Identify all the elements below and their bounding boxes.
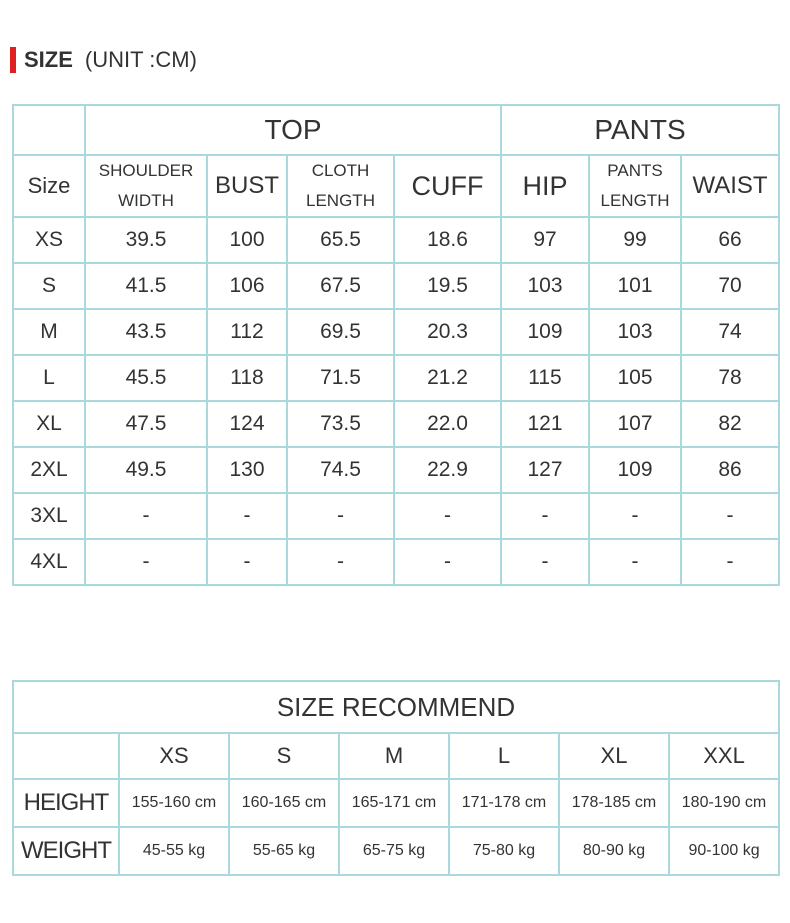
header-pants-line2: LENGTH xyxy=(600,191,670,210)
weight-value: 75-80 kg xyxy=(449,827,559,875)
table-cell: 118 xyxy=(207,355,287,401)
table-cell: 39.5 xyxy=(85,217,207,263)
header-size: Size xyxy=(13,155,85,217)
column-header-row xyxy=(13,155,779,217)
recommend-size-s: S xyxy=(229,733,339,779)
recommend-size-m: M xyxy=(339,733,449,779)
table-cell: 22.9 xyxy=(394,447,501,493)
table-row xyxy=(13,217,779,263)
table-cell: 100 xyxy=(207,217,287,263)
weight-value: 80-90 kg xyxy=(559,827,669,875)
recommend-title-row xyxy=(13,681,779,733)
table-cell: 21.2 xyxy=(394,355,501,401)
table-cell: - xyxy=(85,493,207,539)
title-accent-bar xyxy=(10,47,16,73)
height-value: 180-190 cm xyxy=(669,779,779,827)
table-cell: 107 xyxy=(589,401,681,447)
table-cell: 86 xyxy=(681,447,779,493)
table-cell: 103 xyxy=(501,263,589,309)
table-cell: 121 xyxy=(501,401,589,447)
table-cell: 99 xyxy=(589,217,681,263)
weight-value: 65-75 kg xyxy=(339,827,449,875)
table-cell: 18.6 xyxy=(394,217,501,263)
header-waist: WAIST xyxy=(681,155,779,217)
recommend-size-xl: XL xyxy=(559,733,669,779)
title-main: SIZE xyxy=(24,47,73,72)
row-size-label: XS xyxy=(13,217,85,263)
table-cell: 70 xyxy=(681,263,779,309)
section-title xyxy=(10,46,197,74)
header-pants-length xyxy=(589,155,681,217)
table-cell: 43.5 xyxy=(85,309,207,355)
table-cell: 74 xyxy=(681,309,779,355)
table-cell: - xyxy=(681,539,779,585)
group-pants: PANTS xyxy=(501,105,779,155)
table-cell: 73.5 xyxy=(287,401,394,447)
table-cell: 112 xyxy=(207,309,287,355)
table-cell: - xyxy=(501,493,589,539)
table-cell: 69.5 xyxy=(287,309,394,355)
table-cell: 105 xyxy=(589,355,681,401)
corner-cell xyxy=(13,105,85,155)
table-row xyxy=(13,355,779,401)
height-value: 160-165 cm xyxy=(229,779,339,827)
group-top: TOP xyxy=(85,105,501,155)
size-recommend-table xyxy=(12,680,780,876)
title-unit: (UNIT :CM) xyxy=(84,47,197,72)
row-size-label: 4XL xyxy=(13,539,85,585)
header-hip: HIP xyxy=(501,155,589,217)
weight-value: 45-55 kg xyxy=(119,827,229,875)
header-pants-line1: PANTS xyxy=(607,161,663,180)
header-bust: BUST xyxy=(207,155,287,217)
recommend-size-xs: XS xyxy=(119,733,229,779)
header-shoulder-width xyxy=(85,155,207,217)
table-cell: 109 xyxy=(589,447,681,493)
header-cuff: CUFF xyxy=(394,155,501,217)
table-cell: 74.5 xyxy=(287,447,394,493)
size-chart-table xyxy=(12,104,780,586)
header-cloth-line2: LENGTH xyxy=(306,191,375,210)
table-cell: 22.0 xyxy=(394,401,501,447)
weight-value: 55-65 kg xyxy=(229,827,339,875)
row-size-label: XL xyxy=(13,401,85,447)
table-cell: - xyxy=(589,493,681,539)
size-rows xyxy=(13,217,779,585)
table-cell: - xyxy=(501,539,589,585)
table-cell: 78 xyxy=(681,355,779,401)
recommend-height-row xyxy=(13,779,779,827)
table-cell: - xyxy=(681,493,779,539)
table-cell: 82 xyxy=(681,401,779,447)
recommend-size-header-row xyxy=(13,733,779,779)
header-shoulder-line2: WIDTH xyxy=(118,191,174,210)
recommend-weight-row xyxy=(13,827,779,875)
height-value: 165-171 cm xyxy=(339,779,449,827)
table-cell: 71.5 xyxy=(287,355,394,401)
table-cell: 97 xyxy=(501,217,589,263)
table-cell: - xyxy=(394,539,501,585)
table-cell: 65.5 xyxy=(287,217,394,263)
header-cloth-length xyxy=(287,155,394,217)
table-cell: 109 xyxy=(501,309,589,355)
row-size-label: 2XL xyxy=(13,447,85,493)
header-shoulder-line1: SHOULDER xyxy=(98,161,194,180)
table-cell: 49.5 xyxy=(85,447,207,493)
table-cell: 130 xyxy=(207,447,287,493)
weight-label: WEIGHT xyxy=(13,827,119,875)
table-cell: 41.5 xyxy=(85,263,207,309)
row-size-label: 3XL xyxy=(13,493,85,539)
height-value: 155-160 cm xyxy=(119,779,229,827)
table-cell: 67.5 xyxy=(287,263,394,309)
table-cell: 19.5 xyxy=(394,263,501,309)
table-cell: - xyxy=(207,493,287,539)
table-row xyxy=(13,401,779,447)
table-cell: - xyxy=(287,493,394,539)
height-value: 171-178 cm xyxy=(449,779,559,827)
recommend-size-xxl: XXL xyxy=(669,733,779,779)
recommend-size-l: L xyxy=(449,733,559,779)
table-row xyxy=(13,539,779,585)
table-cell: - xyxy=(589,539,681,585)
recommend-title: SIZE RECOMMEND xyxy=(13,681,779,733)
table-cell: 103 xyxy=(589,309,681,355)
table-cell: - xyxy=(394,493,501,539)
table-cell: - xyxy=(287,539,394,585)
table-cell: 101 xyxy=(589,263,681,309)
recommend-corner-cell xyxy=(13,733,119,779)
row-size-label: M xyxy=(13,309,85,355)
table-cell: 47.5 xyxy=(85,401,207,447)
table-cell: - xyxy=(85,539,207,585)
table-row xyxy=(13,309,779,355)
table-row xyxy=(13,447,779,493)
group-header-row xyxy=(13,105,779,155)
height-label: HEIGHT xyxy=(13,779,119,827)
table-cell: 20.3 xyxy=(394,309,501,355)
table-cell: 115 xyxy=(501,355,589,401)
height-value: 178-185 cm xyxy=(559,779,669,827)
table-cell: - xyxy=(207,539,287,585)
table-cell: 45.5 xyxy=(85,355,207,401)
row-size-label: S xyxy=(13,263,85,309)
table-row xyxy=(13,263,779,309)
table-cell: 106 xyxy=(207,263,287,309)
header-cloth-line1: CLOTH xyxy=(311,161,370,180)
table-cell: 124 xyxy=(207,401,287,447)
table-row xyxy=(13,493,779,539)
row-size-label: L xyxy=(13,355,85,401)
table-cell: 66 xyxy=(681,217,779,263)
weight-value: 90-100 kg xyxy=(669,827,779,875)
table-cell: 127 xyxy=(501,447,589,493)
